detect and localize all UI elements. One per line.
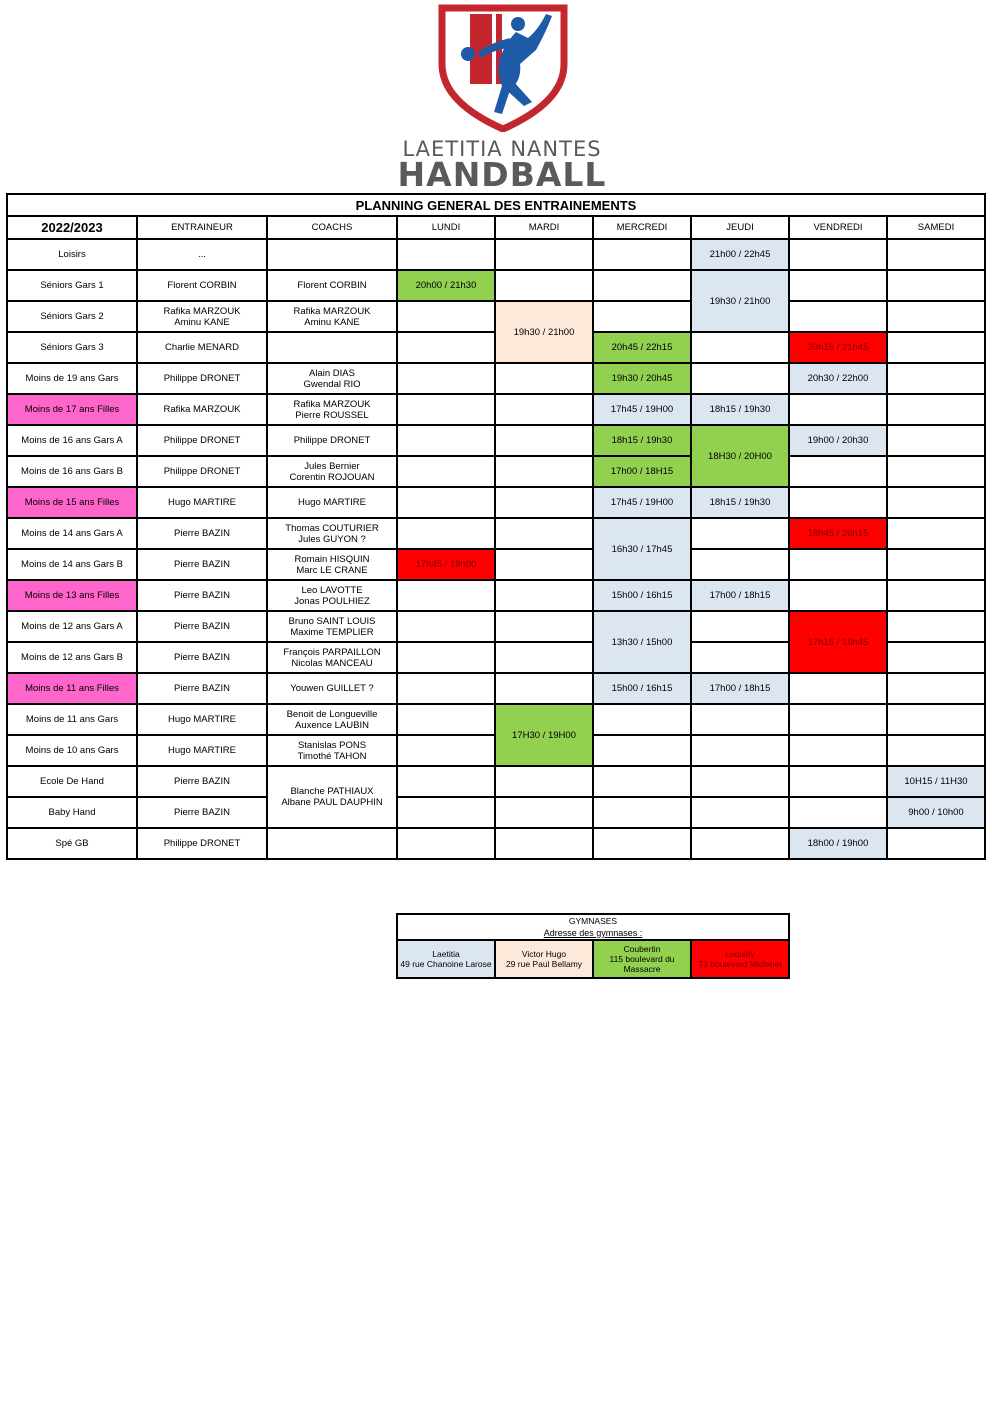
slot-mercredi: 16h30 / 17h45	[593, 518, 691, 580]
coachs-cell: Jules Bernier Corentin ROJOUAN	[267, 456, 397, 487]
coachs-cell: Thomas COUTURIER Jules GUYON ?	[267, 518, 397, 549]
team-cell: Moins de 14 ans Gars B	[7, 549, 137, 580]
team-cell: Loisirs	[7, 239, 137, 270]
slot-mardi	[495, 828, 593, 859]
col-lundi: LUNDI	[397, 216, 495, 239]
coach-cell: Hugo MARTIRE	[137, 487, 267, 518]
slot-lundi: 20h00 / 21h30	[397, 270, 495, 301]
table-row	[7, 704, 985, 735]
club-name-top: LAETITIA NANTES	[402, 137, 602, 161]
slot-mercredi: 15h00 / 16h15	[593, 580, 691, 611]
slot-mardi	[495, 487, 593, 518]
coachs-cell: Romain HISQUIN Marc LE CRANE	[267, 549, 397, 580]
slot-mercredi	[593, 766, 691, 797]
slot-samedi	[887, 673, 985, 704]
gym-coubertin: Coubertin 115 boulevard du Massacre	[593, 940, 691, 978]
slot-jeudi	[691, 735, 789, 766]
planning-table	[6, 193, 986, 860]
slot-mardi	[495, 673, 593, 704]
slot-vendredi: 18h45 / 20h15	[789, 518, 887, 549]
slot-mercredi	[593, 270, 691, 301]
slot-vendredi	[789, 394, 887, 425]
season-header: 2022/2023	[7, 216, 137, 239]
table-row	[7, 425, 985, 456]
slot-jeudi	[691, 828, 789, 859]
slot-samedi	[887, 518, 985, 549]
coach-cell: Pierre BAZIN	[137, 797, 267, 828]
table-row	[7, 487, 985, 518]
slot-mardi	[495, 363, 593, 394]
team-cell: Moins de 16 ans Gars A	[7, 425, 137, 456]
slot-lundi	[397, 642, 495, 673]
slot-mercredi: 17h00 / 18H15	[593, 456, 691, 487]
coach-cell: Hugo MARTIRE	[137, 735, 267, 766]
coach-cell: Pierre BAZIN	[137, 611, 267, 642]
slot-vendredi	[789, 549, 887, 580]
coach-cell: Pierre BAZIN	[137, 642, 267, 673]
slot-jeudi: 19h30 / 21h00	[691, 270, 789, 332]
slot-samedi	[887, 332, 985, 363]
team-cell: Ecole De Hand	[7, 766, 137, 797]
coach-cell: Hugo MARTIRE	[137, 704, 267, 735]
table-row	[7, 301, 985, 332]
coachs-cell	[267, 239, 397, 270]
slot-mardi	[495, 611, 593, 642]
slot-lundi	[397, 363, 495, 394]
slot-mardi	[495, 239, 593, 270]
slot-vendredi: 20h30 / 22h00	[789, 363, 887, 394]
gym-laetitia: Laetitia 49 rue Chanoine Larose	[397, 940, 495, 978]
slot-samedi	[887, 735, 985, 766]
slot-samedi: 10H15 / 11H30	[887, 766, 985, 797]
table-row	[7, 394, 985, 425]
legend-title: GYMNASES	[397, 914, 789, 926]
slot-jeudi	[691, 704, 789, 735]
slot-samedi	[887, 363, 985, 394]
legend-subtitle: Adresse des gymnases :	[397, 926, 789, 940]
slot-mercredi	[593, 828, 691, 859]
table-row	[7, 828, 985, 859]
slot-vendredi	[789, 270, 887, 301]
club-logo	[0, 0, 992, 192]
slot-lundi	[397, 301, 495, 332]
slot-lundi: 17h45 / 19h00	[397, 549, 495, 580]
slot-jeudi: 17h00 / 18h15	[691, 580, 789, 611]
slot-samedi	[887, 301, 985, 332]
coach-cell: Pierre BAZIN	[137, 518, 267, 549]
slot-lundi	[397, 735, 495, 766]
team-cell: Moins de 11 ans Gars	[7, 704, 137, 735]
slot-vendredi: 17h15 / 18h45	[789, 611, 887, 673]
slot-samedi	[887, 642, 985, 673]
team-cell: Moins de 12 ans Gars B	[7, 642, 137, 673]
coachs-cell	[267, 332, 397, 363]
slot-lundi	[397, 518, 495, 549]
slot-jeudi: 21h00 / 22h45	[691, 239, 789, 270]
slot-mardi	[495, 580, 593, 611]
team-cell: Moins de 14 ans Gars A	[7, 518, 137, 549]
col-jeudi: JEUDI	[691, 216, 789, 239]
club-name-bottom: HANDBALL	[397, 155, 607, 194]
slot-mardi: 19h30 / 21h00	[495, 301, 593, 363]
slot-mercredi: 17h45 / 19H00	[593, 394, 691, 425]
slot-samedi	[887, 487, 985, 518]
slot-vendredi	[789, 735, 887, 766]
coach-cell: Philippe DRONET	[137, 828, 267, 859]
slot-mercredi	[593, 704, 691, 735]
slot-vendredi	[789, 456, 887, 487]
slot-samedi	[887, 828, 985, 859]
planning-title: PLANNING GENERAL DES ENTRAINEMENTS	[7, 194, 985, 216]
col-coachs: COACHS	[267, 216, 397, 239]
slot-vendredi	[789, 704, 887, 735]
slot-mercredi	[593, 735, 691, 766]
slot-jeudi	[691, 797, 789, 828]
team-cell: Moins de 17 ans Filles	[7, 394, 137, 425]
slot-mardi	[495, 797, 593, 828]
slot-lundi	[397, 611, 495, 642]
slot-mardi	[495, 642, 593, 673]
coach-cell: Pierre BAZIN	[137, 766, 267, 797]
slot-mercredi	[593, 797, 691, 828]
coachs-cell: Stanislas PONS Timothé TAHON	[267, 735, 397, 766]
slot-mardi	[495, 456, 593, 487]
table-row	[7, 673, 985, 704]
slot-samedi: 9h00 / 10h00	[887, 797, 985, 828]
coachs-cell: François PARPAILLON Nicolas MANCEAU	[267, 642, 397, 673]
col-mercredi: MERCREDI	[593, 216, 691, 239]
team-cell: Moins de 10 ans Gars	[7, 735, 137, 766]
gyms-legend	[396, 913, 790, 979]
team-cell: Séniors Gars 1	[7, 270, 137, 301]
coach-cell: Pierre BAZIN	[137, 673, 267, 704]
table-row	[7, 797, 985, 828]
coachs-cell: Hugo MARTIRE	[267, 487, 397, 518]
slot-lundi	[397, 487, 495, 518]
slot-vendredi: 20h15 / 21h45	[789, 332, 887, 363]
team-cell: Moins de 12 ans Gars A	[7, 611, 137, 642]
slot-samedi	[887, 239, 985, 270]
slot-samedi	[887, 394, 985, 425]
slot-mardi: 17H30 / 19H00	[495, 704, 593, 766]
slot-mercredi: 17h45 / 19H00	[593, 487, 691, 518]
table-row	[7, 363, 985, 394]
gym-loquidy: Loquidy 73 boulevard Michelet	[691, 940, 789, 978]
coachs-cell: Bruno SAINT LOUIS Maxime TEMPLIER	[267, 611, 397, 642]
coach-cell: Philippe DRONET	[137, 425, 267, 456]
slot-vendredi	[789, 673, 887, 704]
slot-vendredi	[789, 487, 887, 518]
coachs-cell: Leo LAVOTTE Jonas POULHIEZ	[267, 580, 397, 611]
team-cell: Baby Hand	[7, 797, 137, 828]
slot-jeudi	[691, 363, 789, 394]
slot-samedi	[887, 704, 985, 735]
table-row	[7, 518, 985, 549]
team-cell: Spé GB	[7, 828, 137, 859]
coach-cell: Philippe DRONET	[137, 456, 267, 487]
team-cell: Moins de 16 ans Gars B	[7, 456, 137, 487]
coach-cell: ...	[137, 239, 267, 270]
slot-vendredi: 18h00 / 19h00	[789, 828, 887, 859]
slot-samedi	[887, 549, 985, 580]
coach-cell: Florent CORBIN	[137, 270, 267, 301]
slot-jeudi	[691, 642, 789, 673]
slot-mardi	[495, 425, 593, 456]
team-cell: Moins de 13 ans Filles	[7, 580, 137, 611]
slot-lundi	[397, 797, 495, 828]
slot-mardi	[495, 394, 593, 425]
slot-lundi	[397, 394, 495, 425]
table-row	[7, 270, 985, 301]
slot-mercredi: 20h45 / 22h15	[593, 332, 691, 363]
slot-lundi	[397, 673, 495, 704]
slot-vendredi	[789, 580, 887, 611]
gym-victor-hugo: Victor Hugo 29 rue Paul Bellamy	[495, 940, 593, 978]
coachs-cell: Rafika MARZOUK Aminu KANE	[267, 301, 397, 332]
team-cell: Moins de 19 ans Gars	[7, 363, 137, 394]
slot-lundi	[397, 580, 495, 611]
coachs-cell: Florent CORBIN	[267, 270, 397, 301]
table-row	[7, 549, 985, 580]
slot-vendredi	[789, 766, 887, 797]
slot-jeudi: 18h15 / 19h30	[691, 394, 789, 425]
slot-mardi	[495, 270, 593, 301]
slot-mercredi: 19h30 / 20h45	[593, 363, 691, 394]
col-samedi: SAMEDI	[887, 216, 985, 239]
team-cell: Séniors Gars 2	[7, 301, 137, 332]
slot-lundi	[397, 828, 495, 859]
coach-cell: Pierre BAZIN	[137, 549, 267, 580]
team-cell: Moins de 15 ans Filles	[7, 487, 137, 518]
slot-samedi	[887, 425, 985, 456]
slot-jeudi: 18H30 / 20H00	[691, 425, 789, 487]
slot-mercredi: 15h00 / 16h15	[593, 673, 691, 704]
coachs-cell: Philippe DRONET	[267, 425, 397, 456]
coachs-cell: Youwen GUILLET ?	[267, 673, 397, 704]
slot-vendredi: 19h00 / 20h30	[789, 425, 887, 456]
slot-mercredi: 13h30 / 15h00	[593, 611, 691, 673]
slot-samedi	[887, 580, 985, 611]
slot-lundi	[397, 704, 495, 735]
table-row	[7, 766, 985, 797]
coachs-cell: Alain DIAS Gwendal RIO	[267, 363, 397, 394]
slot-vendredi	[789, 239, 887, 270]
coach-cell: Rafika MARZOUK	[137, 394, 267, 425]
slot-mardi	[495, 518, 593, 549]
coachs-cell: Benoit de Longueville Auxence LAUBIN	[267, 704, 397, 735]
col-entraineur: ENTRAINEUR	[137, 216, 267, 239]
coach-cell: Pierre BAZIN	[137, 580, 267, 611]
coach-cell: Philippe DRONET	[137, 363, 267, 394]
slot-lundi	[397, 766, 495, 797]
coach-cell: Rafika MARZOUK Aminu KANE	[137, 301, 267, 332]
slot-jeudi	[691, 518, 789, 549]
slot-samedi	[887, 456, 985, 487]
slot-samedi	[887, 270, 985, 301]
coach-cell: Charlie MENARD	[137, 332, 267, 363]
handball-crest-icon	[436, 2, 570, 132]
team-cell: Moins de 11 ans Filles	[7, 673, 137, 704]
slot-jeudi	[691, 332, 789, 363]
slot-mercredi	[593, 301, 691, 332]
slot-jeudi	[691, 766, 789, 797]
slot-mardi	[495, 766, 593, 797]
table-row	[7, 456, 985, 487]
team-cell: Séniors Gars 3	[7, 332, 137, 363]
slot-lundi	[397, 425, 495, 456]
slot-jeudi: 18h15 / 19h30	[691, 487, 789, 518]
slot-samedi	[887, 611, 985, 642]
col-vendredi: VENDREDI	[789, 216, 887, 239]
coachs-cell: Rafika MARZOUK Pierre ROUSSEL	[267, 394, 397, 425]
slot-jeudi	[691, 611, 789, 642]
table-row	[7, 611, 985, 642]
table-row	[7, 239, 985, 270]
table-row	[7, 580, 985, 611]
coachs-cell	[267, 828, 397, 859]
slot-lundi	[397, 456, 495, 487]
slot-mardi	[495, 549, 593, 580]
col-mardi: MARDI	[495, 216, 593, 239]
slot-mercredi	[593, 239, 691, 270]
slot-vendredi	[789, 797, 887, 828]
slot-lundi	[397, 239, 495, 270]
slot-mercredi: 18h15 / 19h30	[593, 425, 691, 456]
slot-jeudi: 17h00 / 18h15	[691, 673, 789, 704]
coachs-cell: Blanche PATHIAUX Albane PAUL DAUPHIN	[267, 766, 397, 828]
slot-vendredi	[789, 301, 887, 332]
slot-jeudi	[691, 549, 789, 580]
slot-lundi	[397, 332, 495, 363]
